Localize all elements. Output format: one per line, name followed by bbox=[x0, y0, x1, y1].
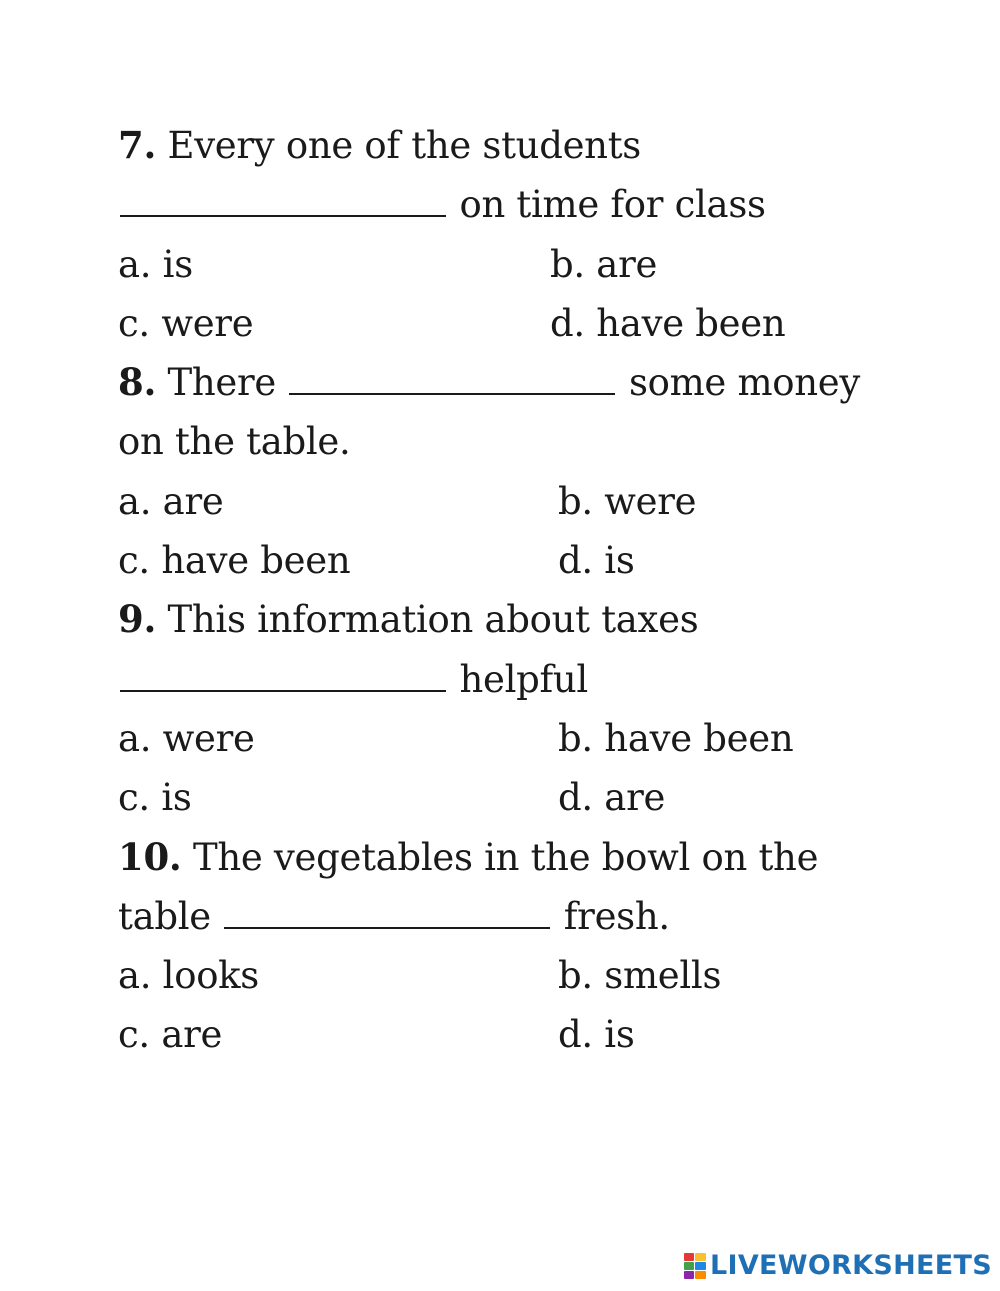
logo-block bbox=[695, 1271, 706, 1279]
options-row bbox=[118, 235, 908, 294]
option-c[interactable]: c. were bbox=[118, 301, 254, 345]
option-a[interactable]: a. were bbox=[118, 716, 255, 760]
option-a[interactable]: a. are bbox=[118, 479, 224, 523]
question-number: 7. bbox=[118, 123, 157, 167]
option-c[interactable]: c. is bbox=[118, 776, 192, 820]
option-c[interactable]: c. have been bbox=[118, 539, 351, 583]
worksheet bbox=[118, 116, 908, 1065]
question-text: some money bbox=[628, 361, 860, 405]
question-stem bbox=[118, 828, 908, 887]
options-row bbox=[118, 768, 908, 827]
answer-blank[interactable] bbox=[120, 185, 446, 217]
question-text: on time for class bbox=[459, 183, 766, 227]
logo-block bbox=[684, 1253, 695, 1261]
question-stem-continued bbox=[118, 650, 908, 709]
option-d[interactable]: d. is bbox=[558, 539, 635, 583]
options-row bbox=[118, 709, 908, 768]
question-8 bbox=[118, 353, 908, 590]
question-stem bbox=[118, 590, 908, 649]
question-text: on the table. bbox=[118, 420, 351, 464]
question-number: 9. bbox=[118, 597, 157, 642]
options-row bbox=[118, 946, 908, 1005]
option-d[interactable]: d. is bbox=[558, 1013, 635, 1057]
question-text: This information about taxes bbox=[167, 598, 699, 642]
answer-blank[interactable] bbox=[120, 660, 446, 692]
answer-blank[interactable] bbox=[289, 363, 615, 395]
option-d[interactable]: d. are bbox=[558, 776, 666, 820]
question-number: 10. bbox=[118, 834, 182, 879]
logo-block bbox=[684, 1262, 695, 1270]
liveworksheets-logo bbox=[684, 1250, 992, 1281]
option-a[interactable]: a. is bbox=[118, 242, 193, 286]
option-b[interactable]: b. are bbox=[550, 242, 658, 286]
option-d[interactable]: d. have been bbox=[550, 301, 786, 345]
option-a[interactable]: a. looks bbox=[118, 954, 259, 998]
question-10 bbox=[118, 828, 908, 1065]
brand-name: LIVEWORKSHEETS bbox=[709, 1250, 992, 1281]
question-stem bbox=[118, 116, 908, 175]
logo-block bbox=[684, 1271, 695, 1279]
question-7 bbox=[118, 116, 908, 353]
question-stem-continued bbox=[118, 887, 908, 946]
answer-blank[interactable] bbox=[224, 897, 550, 929]
options-row bbox=[118, 294, 908, 353]
question-text: Every one of the students bbox=[167, 124, 641, 167]
question-number: 8. bbox=[118, 360, 157, 405]
logo-blocks-icon bbox=[684, 1253, 706, 1279]
question-stem bbox=[118, 353, 908, 412]
option-b[interactable]: b. have been bbox=[558, 716, 794, 760]
question-9 bbox=[118, 590, 908, 827]
question-text: fresh. bbox=[563, 894, 670, 938]
question-text: The vegetables in the bowl on the bbox=[192, 835, 819, 879]
question-stem-continued bbox=[118, 175, 908, 234]
question-text: helpful bbox=[459, 657, 588, 701]
logo-block bbox=[695, 1253, 706, 1261]
options-row bbox=[118, 1005, 908, 1064]
option-b[interactable]: b. smells bbox=[558, 954, 722, 998]
question-text: table bbox=[118, 894, 211, 938]
logo-block bbox=[695, 1262, 706, 1270]
question-text: There bbox=[167, 361, 276, 405]
option-b[interactable]: b. were bbox=[558, 479, 697, 523]
options-row bbox=[118, 531, 908, 590]
options-row bbox=[118, 472, 908, 531]
option-c[interactable]: c. are bbox=[118, 1013, 223, 1057]
question-stem-continued bbox=[118, 412, 908, 471]
